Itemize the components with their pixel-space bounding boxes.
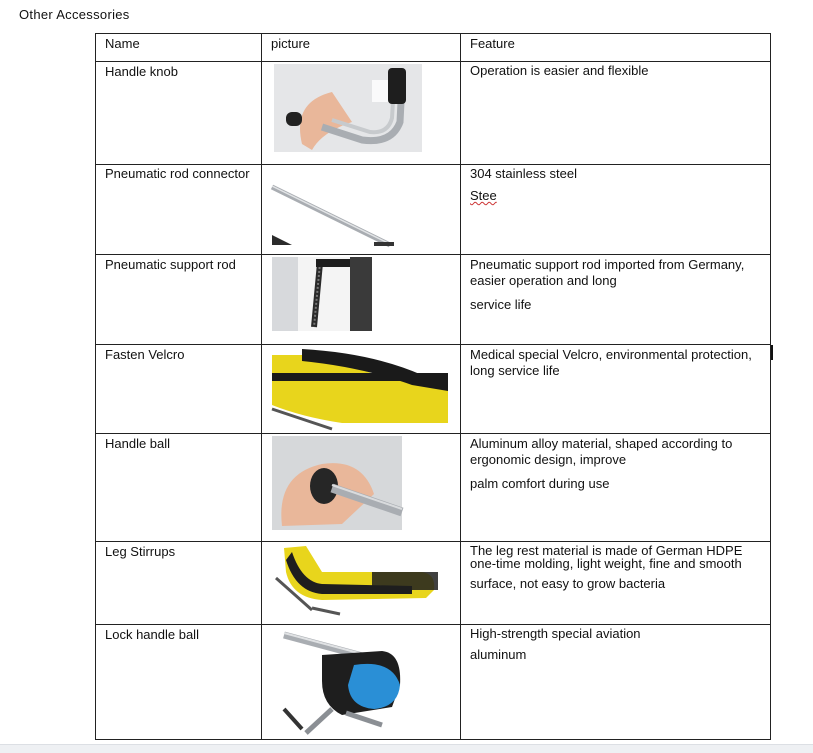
feature-line: The leg rest material is made of German HDPE one-time molding, light weight, fine and smooth [470,543,743,571]
feature-line: aluminum [470,647,527,662]
table-row [96,165,771,255]
row-picture [262,542,461,625]
table-row [96,345,771,434]
handle-ball-photo-icon [262,434,460,540]
text-cursor [771,345,773,360]
row-feature [461,165,771,255]
feature-line: palm comfort during use [470,476,610,491]
row-feature [461,62,771,165]
pneumatic-rod-connector-photo-icon [262,165,460,253]
row-feature [461,434,771,542]
table-row [96,62,771,165]
table-row [96,434,771,542]
row-picture [262,62,461,165]
fasten-velcro-photo-icon [262,345,460,432]
row-name: Leg Stirrups [96,542,262,625]
feature-line: 304 stainless steel [470,166,577,181]
row-name: Pneumatic rod connector [96,165,262,255]
row-feature [461,255,771,345]
header-feature: Feature [461,34,771,62]
handle-knob-photo-icon [262,62,460,163]
leg-stirrups-photo-icon [262,542,460,623]
pneumatic-support-rod-photo-icon [262,255,460,343]
row-name: Fasten Velcro [96,345,262,434]
row-feature [461,542,771,625]
feature-line: service life [470,297,532,312]
lock-handle-ball-photo-icon [262,625,460,738]
row-picture [262,255,461,345]
row-picture [262,345,461,434]
feature-line: Medical special Velcro, environmental protection, long service life [470,347,752,378]
table-row [96,625,771,740]
row-picture [262,434,461,542]
header-picture: picture [262,34,461,62]
row-feature [461,625,771,740]
accessories-table [95,33,771,740]
page-title: Other Accessories [19,7,130,22]
row-picture [262,165,461,255]
feature-line: Aluminum alloy material, shaped according to ergonomic design, improve [470,436,733,467]
table-row [96,255,771,345]
feature-line: High-strength special aviation [470,626,641,641]
row-name: Handle knob [96,62,262,165]
feature-line: Stee [470,188,497,203]
row-feature [461,345,771,434]
feature-line: Pneumatic support rod imported from Germany, easier operation and long [470,257,745,288]
table-header-row [96,34,771,62]
header-name: Name [96,34,262,62]
row-name: Pneumatic support rod [96,255,262,345]
table-row [96,542,771,625]
feature-line: Operation is easier and flexible [470,63,649,78]
row-picture [262,625,461,740]
feature-line: surface, not easy to grow bacteria [470,576,666,591]
row-name: Handle ball [96,434,262,542]
row-name: Lock handle ball [96,625,262,740]
